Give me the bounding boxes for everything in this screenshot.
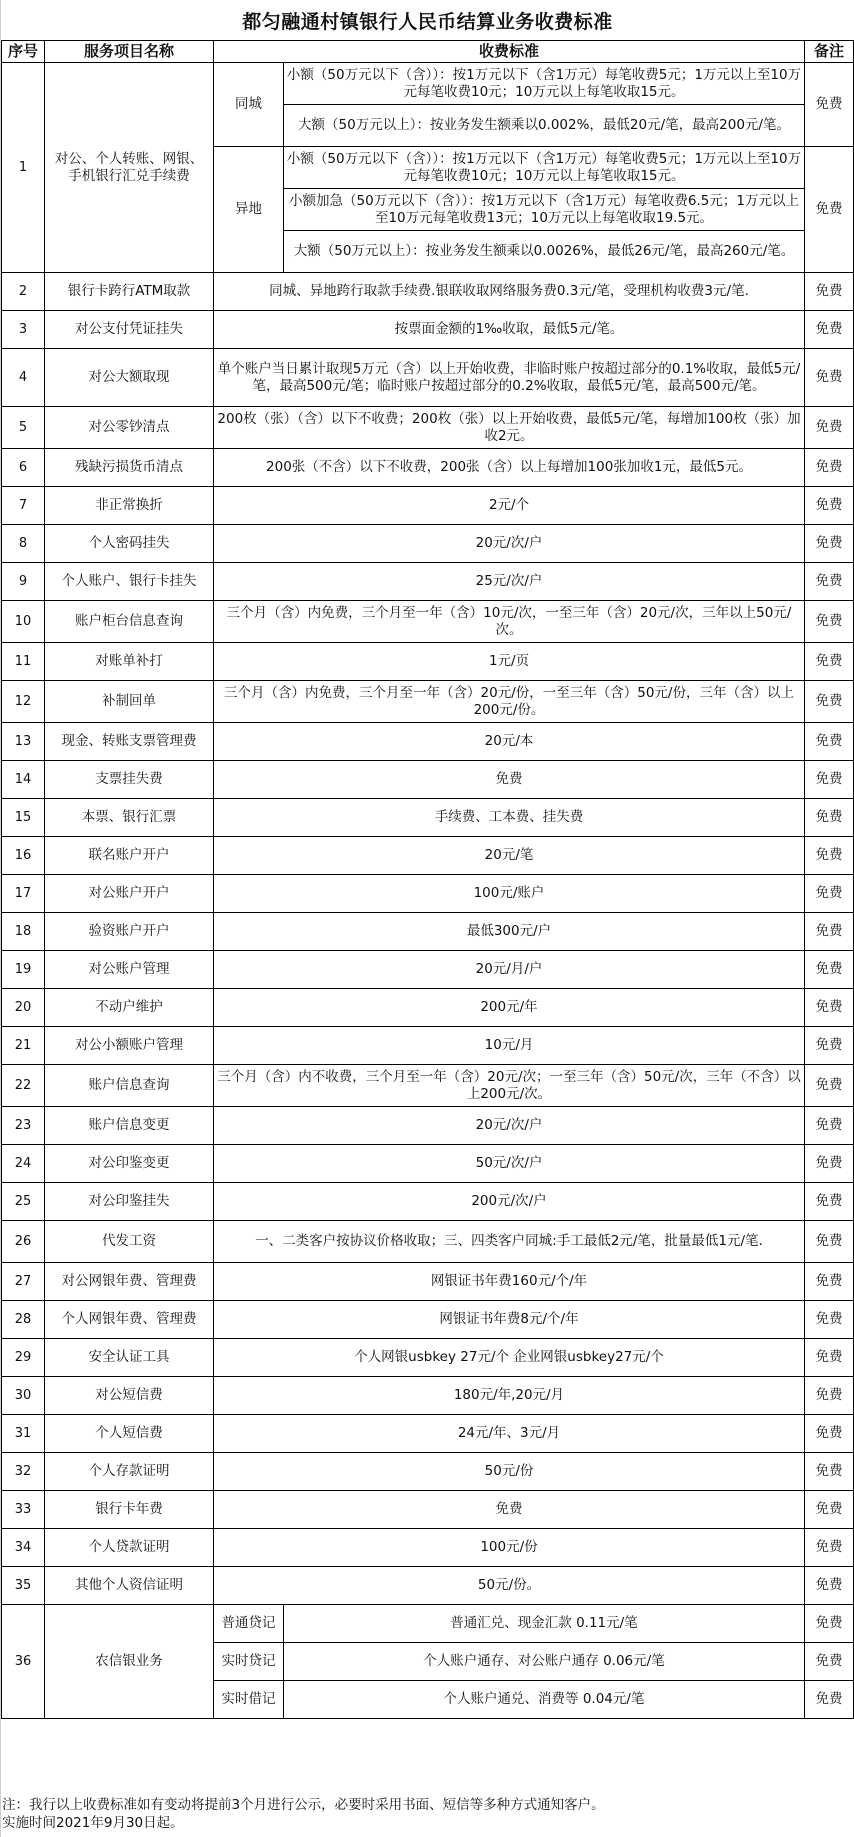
row-name: 个人存款证明 bbox=[45, 1453, 214, 1491]
row-name: 个人短信费 bbox=[45, 1415, 214, 1453]
row-remark: 免费 bbox=[805, 1377, 854, 1415]
table-row bbox=[2, 643, 854, 681]
row-standard: 免费 bbox=[214, 1491, 805, 1529]
row-no: 32 bbox=[2, 1453, 45, 1491]
row-standard: 三个月（含）内免费，三个月至一年（含）20元/份，一至三年（含）50元/份，三年（含）以上200元/份。 bbox=[214, 681, 805, 723]
row-standard: 20元/本 bbox=[214, 723, 805, 761]
row-no: 22 bbox=[2, 1065, 45, 1107]
page-title: 都匀融通村镇银行人民币结算业务收费标准 bbox=[242, 10, 613, 33]
row-name: 对公短信费 bbox=[45, 1377, 214, 1415]
row-name: 支票挂失费 bbox=[45, 761, 214, 799]
table-row bbox=[2, 1339, 854, 1377]
row-name: 个人密码挂失 bbox=[45, 525, 214, 563]
table-row bbox=[2, 875, 854, 913]
row-name: 账户信息变更 bbox=[45, 1107, 214, 1145]
row-no: 7 bbox=[2, 487, 45, 525]
row-no: 12 bbox=[2, 681, 45, 723]
table-row bbox=[2, 487, 854, 525]
row-no: 34 bbox=[2, 1529, 45, 1567]
row-standard: 小额（50万元以下（含））：按1万元以下（含1万元）每笔收费5元；1万元以上至10万元每笔收费10元；10万元以上每笔收取15元。 bbox=[284, 147, 805, 189]
table-row bbox=[2, 449, 854, 487]
row-standard: 小额（50万元以下（含））：按1万元以下（含1万元）每笔收费5元；1万元以上至10万元每笔收费10元；10万元以上每笔收取15元。 bbox=[284, 63, 805, 105]
table-row bbox=[2, 1453, 854, 1491]
row-name: 现金、转账支票管理费 bbox=[45, 723, 214, 761]
row-name: 对公网银年费、管理费 bbox=[45, 1263, 214, 1301]
row-no: 27 bbox=[2, 1263, 45, 1301]
row-name: 个人贷款证明 bbox=[45, 1529, 214, 1567]
row-name: 不动户维护 bbox=[45, 989, 214, 1027]
row-remark: 免费 bbox=[805, 1453, 854, 1491]
row-name: 对账单补打 bbox=[45, 643, 214, 681]
table-row bbox=[2, 951, 854, 989]
row-name: 账户柜台信息查询 bbox=[45, 601, 214, 643]
row-remark: 免费 bbox=[805, 1145, 854, 1183]
row-no: 16 bbox=[2, 837, 45, 875]
table-row bbox=[2, 601, 854, 643]
row-no: 13 bbox=[2, 723, 45, 761]
row-name: 对公零钞清点 bbox=[45, 407, 214, 449]
subgroup-label: 异地 bbox=[214, 147, 284, 273]
row-standard: 三个月（含）内免费，三个月至一年（含）10元/次，一至三年（含）20元/次，三年以上50元/次。 bbox=[214, 601, 805, 643]
table-row bbox=[2, 989, 854, 1027]
row-remark: 免费 bbox=[805, 349, 854, 407]
row-remark: 免费 bbox=[805, 563, 854, 601]
row-name: 对公印鉴变更 bbox=[45, 1145, 214, 1183]
row-remark: 免费 bbox=[805, 147, 854, 273]
row-standard: 个人账户通存、对公账户通存 0.06元/笔 bbox=[284, 1643, 805, 1681]
row-standard: 网银证书年费8元/个/年 bbox=[214, 1301, 805, 1339]
row-remark: 免费 bbox=[805, 837, 854, 875]
table-row bbox=[2, 1263, 854, 1301]
row-remark: 免费 bbox=[805, 601, 854, 643]
row-standard: 50元/次/户 bbox=[214, 1145, 805, 1183]
row-standard: 20元/月/户 bbox=[214, 951, 805, 989]
row-standard: 20元/次/户 bbox=[214, 525, 805, 563]
row-standard: 大额（50万元以上）：按业务发生额乘以0.002%，最低20元/笔，最高200元/笔。 bbox=[284, 105, 805, 147]
table-row bbox=[2, 1027, 854, 1065]
row-remark: 免费 bbox=[805, 951, 854, 989]
table-row bbox=[2, 761, 854, 799]
row-name: 验资账户开户 bbox=[45, 913, 214, 951]
row-remark: 免费 bbox=[805, 311, 854, 349]
row-no: 35 bbox=[2, 1567, 45, 1605]
row-no: 10 bbox=[2, 601, 45, 643]
row-standard: 200张（不含）以下不收费，200张（含）以上每增加100张加收1元，最低5元。 bbox=[214, 449, 805, 487]
row-standard: 三个月（含）内不收费，三个月至一年（含）20元/次；一至三年（含）50元/次，三年（不含）以上200元/次。 bbox=[214, 1065, 805, 1107]
row-standard: 24元/年、3元/月 bbox=[214, 1415, 805, 1453]
header-remark: 备注 bbox=[805, 41, 854, 63]
row-no: 18 bbox=[2, 913, 45, 951]
table-row bbox=[2, 1065, 854, 1107]
row-no: 6 bbox=[2, 449, 45, 487]
row-remark: 免费 bbox=[805, 273, 854, 311]
footnote-line-1: 注：我行以上收费标准如有变动将提前3个月进行公示，必要时采用书面、短信等多种方式通知客户。 bbox=[2, 1797, 605, 1813]
table-row bbox=[2, 407, 854, 449]
row-no: 24 bbox=[2, 1145, 45, 1183]
table-row bbox=[2, 1377, 854, 1415]
row-name: 联名账户开户 bbox=[45, 837, 214, 875]
row-name: 本票、银行汇票 bbox=[45, 799, 214, 837]
row-no: 2 bbox=[2, 273, 45, 311]
row-remark: 免费 bbox=[805, 875, 854, 913]
row-no: 29 bbox=[2, 1339, 45, 1377]
table-row bbox=[2, 837, 854, 875]
row-no: 15 bbox=[2, 799, 45, 837]
row-remark: 免费 bbox=[805, 761, 854, 799]
row-standard: 免费 bbox=[214, 761, 805, 799]
footnote-line-2: 实施时间2021年9月30日起。 bbox=[2, 1815, 184, 1831]
row-name: 其他个人资信证明 bbox=[45, 1567, 214, 1605]
row-remark: 免费 bbox=[805, 487, 854, 525]
table-row bbox=[2, 349, 854, 407]
row-remark: 免费 bbox=[805, 1027, 854, 1065]
table-row bbox=[2, 681, 854, 723]
row-name: 农信银业务 bbox=[45, 1605, 214, 1719]
row-remark: 免费 bbox=[805, 525, 854, 563]
row-standard: 手续费、工本费、挂失费 bbox=[214, 799, 805, 837]
row-no: 21 bbox=[2, 1027, 45, 1065]
table-row bbox=[2, 799, 854, 837]
row-name: 补制回单 bbox=[45, 681, 214, 723]
row-remark: 免费 bbox=[805, 63, 854, 147]
row-remark: 免费 bbox=[805, 1681, 854, 1719]
subgroup-label: 普通贷记 bbox=[214, 1605, 284, 1643]
row-standard: 个人账户通兑、消费等 0.04元/笔 bbox=[284, 1681, 805, 1719]
table-row bbox=[2, 273, 854, 311]
row-name: 对公支付凭证挂失 bbox=[45, 311, 214, 349]
row-remark: 免费 bbox=[805, 1183, 854, 1221]
row-no: 30 bbox=[2, 1377, 45, 1415]
header-name: 服务项目名称 bbox=[45, 41, 214, 63]
row-no: 33 bbox=[2, 1491, 45, 1529]
row-remark: 免费 bbox=[805, 1643, 854, 1681]
row-name: 代发工资 bbox=[45, 1221, 214, 1263]
row-name: 残缺污损货币清点 bbox=[45, 449, 214, 487]
table-row bbox=[2, 1529, 854, 1567]
table-row bbox=[2, 913, 854, 951]
row-remark: 免费 bbox=[805, 799, 854, 837]
row-remark: 免费 bbox=[805, 1301, 854, 1339]
row-remark: 免费 bbox=[805, 1107, 854, 1145]
row-standard: 按票面金额的1‰收取，最低5元/笔。 bbox=[214, 311, 805, 349]
table-row bbox=[2, 1415, 854, 1453]
table-row bbox=[2, 1221, 854, 1263]
row-no: 1 bbox=[2, 63, 45, 273]
row-remark: 免费 bbox=[805, 1221, 854, 1263]
row-name: 安全认证工具 bbox=[45, 1339, 214, 1377]
table-header-row bbox=[2, 41, 854, 63]
row-name: 对公大额取现 bbox=[45, 349, 214, 407]
row-remark: 免费 bbox=[805, 1491, 854, 1529]
table-row bbox=[2, 1567, 854, 1605]
row-remark: 免费 bbox=[805, 1263, 854, 1301]
row-name: 非正常换折 bbox=[45, 487, 214, 525]
row-no: 5 bbox=[2, 407, 45, 449]
table-row bbox=[2, 563, 854, 601]
table-row bbox=[2, 1107, 854, 1145]
row-name: 对公账户开户 bbox=[45, 875, 214, 913]
subgroup-label: 实时贷记 bbox=[214, 1643, 284, 1681]
row-no: 20 bbox=[2, 989, 45, 1027]
subgroup-label: 实时借记 bbox=[214, 1681, 284, 1719]
table-row bbox=[2, 1183, 854, 1221]
row-no: 26 bbox=[2, 1221, 45, 1263]
row-standard: 2元/个 bbox=[214, 487, 805, 525]
row-name: 银行卡年费 bbox=[45, 1491, 214, 1529]
row-standard: 20元/次/户 bbox=[214, 1107, 805, 1145]
table-row bbox=[2, 525, 854, 563]
row-name: 银行卡跨行ATM取款 bbox=[45, 273, 214, 311]
table-row bbox=[2, 723, 854, 761]
row-name: 账户信息查询 bbox=[45, 1065, 214, 1107]
fee-table bbox=[1, 40, 854, 1719]
row-standard: 最低300元/户 bbox=[214, 913, 805, 951]
table-row bbox=[2, 1145, 854, 1183]
row-standard: 同城、异地跨行取款手续费.银联收取网络服务费0.3元/笔，受理机构收费3元/笔. bbox=[214, 273, 805, 311]
header-standard: 收费标准 bbox=[214, 41, 805, 63]
row-no: 23 bbox=[2, 1107, 45, 1145]
row-standard: 10元/月 bbox=[214, 1027, 805, 1065]
row-remark: 免费 bbox=[805, 1567, 854, 1605]
row-no: 19 bbox=[2, 951, 45, 989]
row-standard: 200元/次/户 bbox=[214, 1183, 805, 1221]
row-remark: 免费 bbox=[805, 1339, 854, 1377]
row-no: 9 bbox=[2, 563, 45, 601]
row-standard: 180元/年,20元/月 bbox=[214, 1377, 805, 1415]
row-name: 对公印鉴挂失 bbox=[45, 1183, 214, 1221]
row-remark: 免费 bbox=[805, 1415, 854, 1453]
row-standard: 大额（50万元以上）：按业务发生额乘以0.0026%，最低26元/笔，最高260元/笔。 bbox=[284, 231, 805, 273]
row-standard: 网银证书年费160元/个/年 bbox=[214, 1263, 805, 1301]
row-no: 3 bbox=[2, 311, 45, 349]
row-standard: 50元/份 bbox=[214, 1453, 805, 1491]
row-remark: 免费 bbox=[805, 1605, 854, 1643]
row-name: 个人网银年费、管理费 bbox=[45, 1301, 214, 1339]
table-row bbox=[2, 1301, 854, 1339]
table-row bbox=[2, 1491, 854, 1529]
row-standard: 普通汇兑、现金汇款 0.11元/笔 bbox=[284, 1605, 805, 1643]
footnote bbox=[2, 1796, 605, 1832]
row-standard: 100元/份 bbox=[214, 1529, 805, 1567]
row-no: 8 bbox=[2, 525, 45, 563]
row-standard: 个人网银usbkey 27元/个 企业网银usbkey27元/个 bbox=[214, 1339, 805, 1377]
row-remark: 免费 bbox=[805, 407, 854, 449]
row-remark: 免费 bbox=[805, 989, 854, 1027]
table-row bbox=[2, 1605, 854, 1643]
row-standard: 小额加急（50万元以下（含））：按1万元以下（含1万元）每笔收费6.5元；1万元以上至10万元每笔收费13元；10万元以上每笔收取19.5元。 bbox=[284, 189, 805, 231]
row-remark: 免费 bbox=[805, 643, 854, 681]
row-standard: 1元/页 bbox=[214, 643, 805, 681]
row-no: 25 bbox=[2, 1183, 45, 1221]
row-no: 17 bbox=[2, 875, 45, 913]
row-name: 对公、个人转账、网银、手机银行汇兑手续费 bbox=[45, 63, 214, 273]
row-no: 31 bbox=[2, 1415, 45, 1453]
subgroup-label: 同城 bbox=[214, 63, 284, 147]
row-standard: 20元/笔 bbox=[214, 837, 805, 875]
row-standard: 单个账户当日累计取现5万元（含）以上开始收费，非临时账户按超过部分的0.1%收取，最低5元/笔，最高500元/笔；临时账户按超过部分的0.2%收取，最低5元/笔，最高500元/笔。 bbox=[214, 349, 805, 407]
row-remark: 免费 bbox=[805, 681, 854, 723]
row-standard: 一、二类客户按协议价格收取；三、四类客户同城:手工最低2元/笔，批量最低1元/笔. bbox=[214, 1221, 805, 1263]
row-remark: 免费 bbox=[805, 1529, 854, 1567]
row-remark: 免费 bbox=[805, 1065, 854, 1107]
row-standard: 50元/份。 bbox=[214, 1567, 805, 1605]
row-standard: 200枚（张）（含）以下不收费；200枚（张）以上开始收费，最低5元/笔，每增加100枚（张）加收2元。 bbox=[214, 407, 805, 449]
row-no: 14 bbox=[2, 761, 45, 799]
row-no: 28 bbox=[2, 1301, 45, 1339]
header-no: 序号 bbox=[2, 41, 45, 63]
row-name: 个人账户、银行卡挂失 bbox=[45, 563, 214, 601]
row-remark: 免费 bbox=[805, 449, 854, 487]
row-standard: 200元/年 bbox=[214, 989, 805, 1027]
table-row bbox=[2, 63, 854, 105]
table-row bbox=[2, 311, 854, 349]
row-no: 11 bbox=[2, 643, 45, 681]
row-standard: 25元/次/户 bbox=[214, 563, 805, 601]
row-name: 对公小额账户管理 bbox=[45, 1027, 214, 1065]
row-standard: 100元/账户 bbox=[214, 875, 805, 913]
row-remark: 免费 bbox=[805, 723, 854, 761]
row-remark: 免费 bbox=[805, 913, 854, 951]
row-no: 4 bbox=[2, 349, 45, 407]
row-name: 对公账户管理 bbox=[45, 951, 214, 989]
row-no: 36 bbox=[2, 1605, 45, 1719]
